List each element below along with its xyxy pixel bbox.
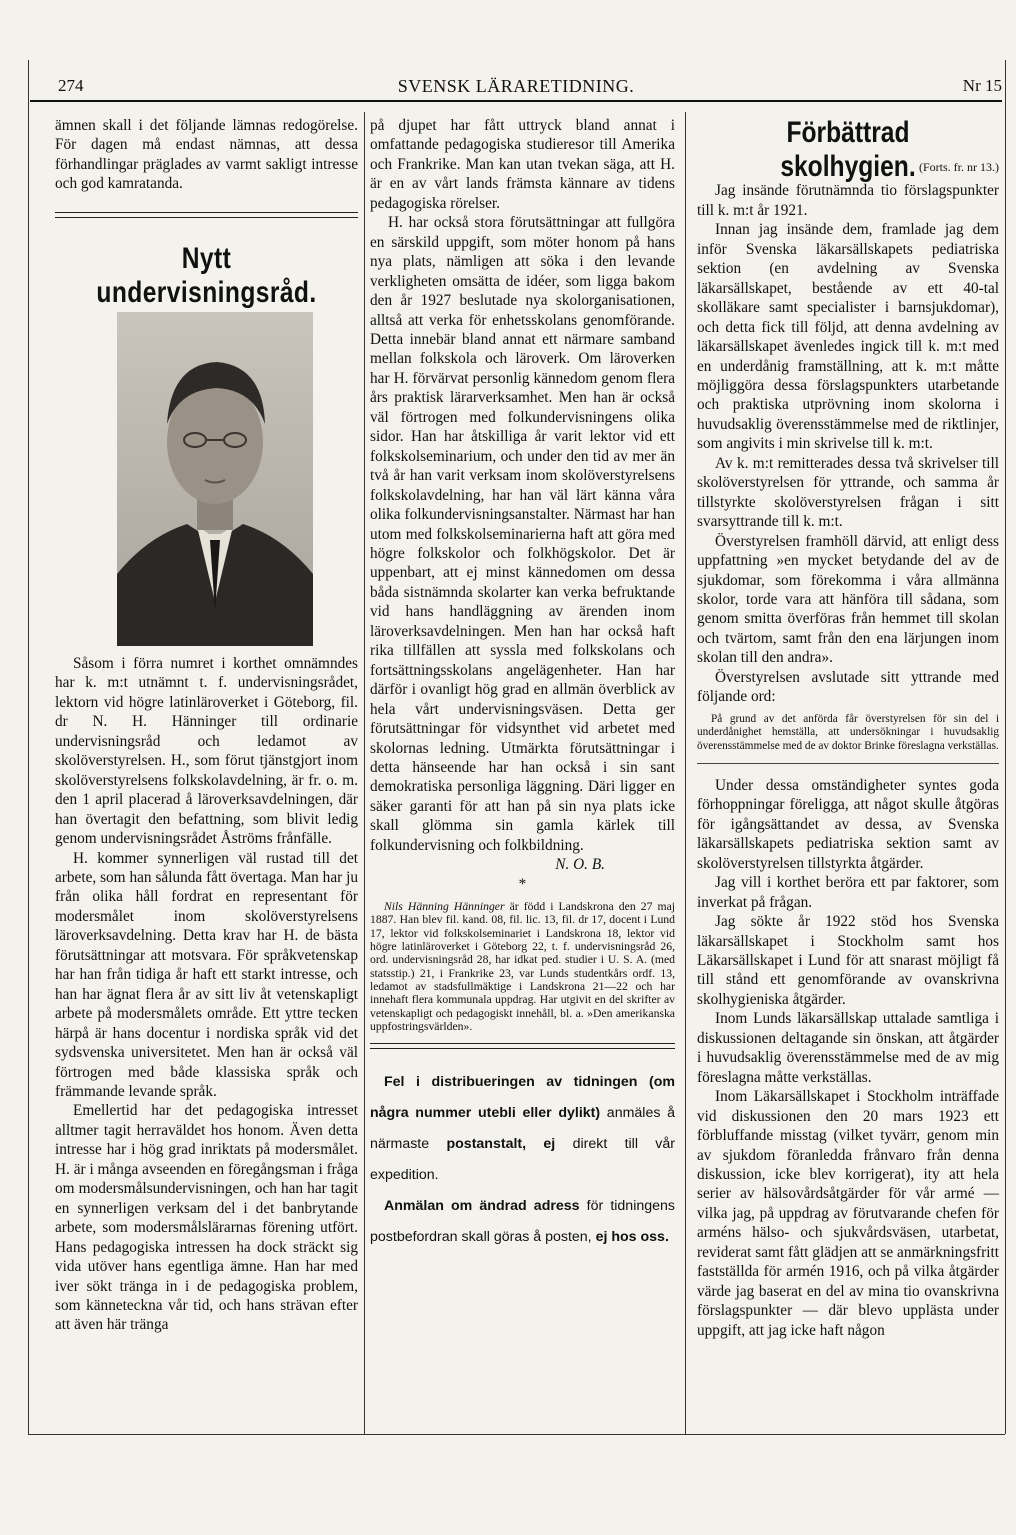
article-paragraph: Emellertid har det pedagogiska intresset alltmer tagit herraväldet hos honom. Även detta intresse har i hög grad inriktats på modersmålet. H. är i många avseenden en föregångsman i fråga om modersmålsundervisningen, och han har tagit en synnerligen verksam del i det banbrytande arbete, som modersmålslärarnas förening utfört. Hans pedagogiska intressen ha dock sträckt sig vida utöver hans egentliga ämne. Han har med iver sökt tränga in i de pedagogiska problem, som känneteckna vår tid, och hans strävan efter att även här tränga — [55, 1102, 358, 1334]
notice-bold: Anmälan om ändrad adress — [384, 1198, 580, 1215]
address-notice — [370, 1191, 675, 1253]
notice-bold: postanstalt, ej — [446, 1136, 556, 1153]
notice-text: för tidningens postbefordran skall göras å posten, — [370, 1198, 676, 1246]
signature: N. O. B. — [555, 856, 605, 874]
bio-text: är född i Landskrona den 27 maj 1887. Han blev fil. kand. 08, fil. lic. 13, fil. dr 17, docent i Lund 17, lektor vid folkskolseminariet i Landskrona 18, lektor vid högre latinläroverket i Göteborg 22, t. f. undervisningsråd 26, ord. undervisningsråd 28, har idkat ped. studier i U. S. A. (med statsstip.) 21, i Frankrike 23, var Lunds studentkårs ordf. 13, ledamot av stadsfullmäktige i Landskrona 21—22 och har innehaft flera kommunala uppdrag. Har utgivit en del skrifter av vetenskapligt och pedagogiskt innehåll, bl. a. »Den amerikanska uppfostringsvärlden». — [370, 900, 676, 1033]
article-paragraph: Jag insände förutnämnda tio förslagspunkter till k. m:t år 1921. — [697, 182, 999, 219]
page-number: 274 — [58, 76, 84, 95]
separator-star: * — [518, 875, 527, 893]
notice-divider — [370, 1043, 675, 1049]
newspaper-title: SVENSK LÄRARETIDNING. — [397, 76, 635, 96]
page-header — [30, 70, 1002, 100]
article-paragraph: Såsom i förra numret i korthet omnämndes har k. m:t utnämnt t. f. undervisningsrådet, lektorn vid högre latinläroverket i Göteborg, fil. dr N. H. Hänninger till ordinarie undervisningsråd och ledamot av skolöverstyrelsen. H., som förut tjänstgjort inom skolöverstyrelsens folkskolavdelning, är fr. o. m. den 1 april placerad å läroverksavdelningen, där han övertagit den befattning, som blivit ledig genom undervisningsrådet Åströms frånfälle. — [55, 655, 358, 848]
biography-note — [370, 900, 675, 1033]
article-paragraph: Under dessa omständigheter syntes goda förhoppningar föreligga, att något skulle åtgöras för igångsättandet av dessa, av Svenska läkarsällskapets pediatriska sektion samt av skolöverstyrelsen tillstyrkta åtgärder. — [697, 776, 999, 872]
article-paragraph: H. kommer synnerligen väl rustad till det arbete, som han sålunda fått övertaga. Man har ju från olika håll fordrat en representant för modersmålet inom skolöverstyrelsens läroverksavdelning. Detta krav har H. de bästa förutsättningar att motsvara. För språkvetenskap har han från tidiga år haft ett starkt intresse, och han har ägnat flera år av sitt liv åt vetenskapligt arbete på modersmålets område. Ett yttre tecken härpå är hans docentur i nordiska språk vid det sydsvenska universitetet. Men han är också väl förtrogen med både klassiska språk och främmande levande språk. — [55, 849, 358, 1100]
portrait-photo — [117, 312, 313, 646]
column-1-body — [55, 654, 358, 1335]
bottom-rule — [28, 1434, 1005, 1435]
article-paragraph: Överstyrelsen framhöll därvid, att enligt dess uppfattning »en mycket betydande del av de sjukdomar, som förekomma i våra allmänna skolor, torde vara att hänföra till sådana, som genom smitta överföras från hemmet till skolan och tvärtom, samt från den ena lärjungen inom skolan till den andra». — [697, 532, 999, 667]
header-rule — [30, 100, 1002, 102]
notice-text: anmäles å närmaste — [370, 1105, 675, 1153]
notice-text: direkt till vår expedition. — [370, 1136, 675, 1184]
headline-nytt-undervisningsrad: Nytt undervisningsråd. — [96, 242, 317, 309]
headline-forbattrad-skolhygien: Förbättrad skolhygien. — [780, 116, 916, 183]
intro-text: ämnen skall i det följande lämnas redogörelse. För dagen må endast nämnas, att dessa förhandlingar präglades av varmt sakligt intresse och god kamratanda. — [55, 117, 358, 193]
issue-number: Nr 15 — [962, 76, 1002, 95]
article-paragraph: Innan jag insände dem, framlade jag dem inför Svenska läkarsällskapets pediatriska sektion (en avdelning av Svenska läkarsällskapet, bestående av ett 40-tal skolläkare samt specialister i barnsjukdomar), och detta fick till följd, att denna avdelning av läkarsällskapet ävenledes ingick till k. m:t med en underdånig framställning, att k. m:t måtte möjliggöra dessa förslagspunkters utarbetande och praktiska utprövning inom skolorna i huvudsaklig överensstämmelse med de riktlinjer, som angivits i min skrivelse till k. m:t. — [697, 221, 999, 453]
article-paragraph: på djupet har fått uttryck bland annat i omfattande pedagogiska studieresor till Amerika och Frankrike. Man kan utan tvekan säga, att H. är en av vårt lands främsta kännare av tidens pedagogiska rörelser. — [370, 117, 675, 212]
column-rule-2 — [685, 112, 686, 1434]
column-3 — [697, 158, 999, 1340]
notice-bold: Fel i distribueringen av tidningen (om några nummer utebli eller dylikt) — [370, 1074, 675, 1122]
left-frame-rule — [28, 60, 29, 1434]
continuation-note: (Forts. fr. nr 13.) — [919, 160, 999, 174]
column-2 — [370, 116, 675, 1253]
notice-bold: ej hos oss. — [595, 1229, 669, 1246]
article-paragraph: Jag sökte år 1922 stöd hos Svenska läkarsällskapet i Stockholm samt hos Läkarsällskapet i Lund för att snarast möjligt få till stånd ett genomförande av ovanskrivna skolhygieniska åtgärder. — [697, 913, 999, 1008]
distribution-notice — [370, 1067, 675, 1191]
article-paragraph: Av k. m:t remitterades dessa två skrivelser till skolöverstyrelsen för yttrande, och samma år tillstyrkte skolöverstyrelsen frågan i sitt svarsyttrande till k. m:t. — [697, 454, 999, 531]
article-paragraph: Jag vill i korthet beröra ett par faktorer, som inverkat på frågan. — [697, 874, 999, 911]
quote-rule — [697, 763, 999, 764]
column-rule-1 — [364, 112, 365, 1434]
article-paragraph: H. har också stora förutsättningar att fullgöra en särskild uppgift, som möter honom på hans nya plats, nämligen att söka i den levande verkligheten omsätta de idéer, som ligga bakom den år 1927 beslutade nya skolorganisationen, alltså att verka för enhetsskolans genomförande. Detta innebär bland annat ett närmare samband mellan folkskola och läroverk. Om läroverken har H. förvärvat personlig kännedom genom flera års praktisk lärarverksamhet. Men han är också väl förtrogen med folkundervisningens olika sidor. Han har åtskilliga år varit lektor vid ett folkskolseminarium, och under den tid av mer än två år han varit verksam inom skolöverstyrelsens folkskolavdelning, har han väl lärt känna våra olika folkundervisningsanstalter. Närmast har han utom med folkskolseminarierna haft att göra med högre folkskolor och folkhögskolor. Det är uppenbart, att ej minst kännedomen om dessa båda sistnämnda skolarter kan verka befruktande vid hans handläggning av ärenden inom läroverksavdelningen. Men han har också haft rika tillfällen att syssla med folkskolans och fortsättningsskolans angelägenheter. Han har därför i ovanligt hög grad en allmän överblick av hela vårt undervisningsväsen. Detta ger förutsättningar för vidsynthet vid arbetet med skolornas ledning. Utmärkta förutsättningar i detta hänseende har han också i sin sant demokratiska personliga läggning. Däri ligger en säker garanti för att han på sin nya plats icke skall glömma sin gamla kärlek till folkundervisning och folkbildning. — [370, 214, 675, 854]
bio-name: Nils Hänning Hänninger — [384, 900, 505, 914]
article-paragraph: Överstyrelsen avslutade sitt yttrande med följande ord: — [697, 668, 999, 706]
right-frame-rule — [1005, 60, 1006, 1434]
column-1-intro — [55, 116, 358, 194]
quoted-statement: På grund av det anförda får överstyrelsen för sin del i underdånighet hemställa, att undersökningar i huvudsaklig överensstämmelse med de av doktor Brinke föreslagna verkställas. — [697, 712, 999, 752]
article-paragraph: Inom Läkarsällskapet i Stockholm inträffade vid diskussionen den 20 mars 1923 ett förbluffande misstag (vilket tyvärr, genom min av sjukdom föranledda frånvaro från denna diskussion, icke blev korrigerat), ity att hela serier av hälsovårdsåtgärder för vår armé — vilka jag, på uppdrag av förutvarande chefen för arméns hälso- och sjukvårdsväsen, utarbetat, reviderat samt fått glädjen att se anmärkningsfritt fastställda för armén 1916, och på vilka åtgärder värde jag baserat en del av mina tio ovanskrivna förslagspunkter — där blevo upplästa under uppgift, att jag icke haft någon — [697, 1088, 999, 1339]
section-divider — [55, 212, 358, 218]
article-paragraph: Inom Lunds läkarsällskap uttalade samtliga i diskussionen deltagande sin önskan, att åtgärder i huvudsaklig överensstämmelse med de av mig föreslagna måtte verkställas. — [697, 1010, 999, 1086]
portrait-image — [117, 312, 313, 646]
